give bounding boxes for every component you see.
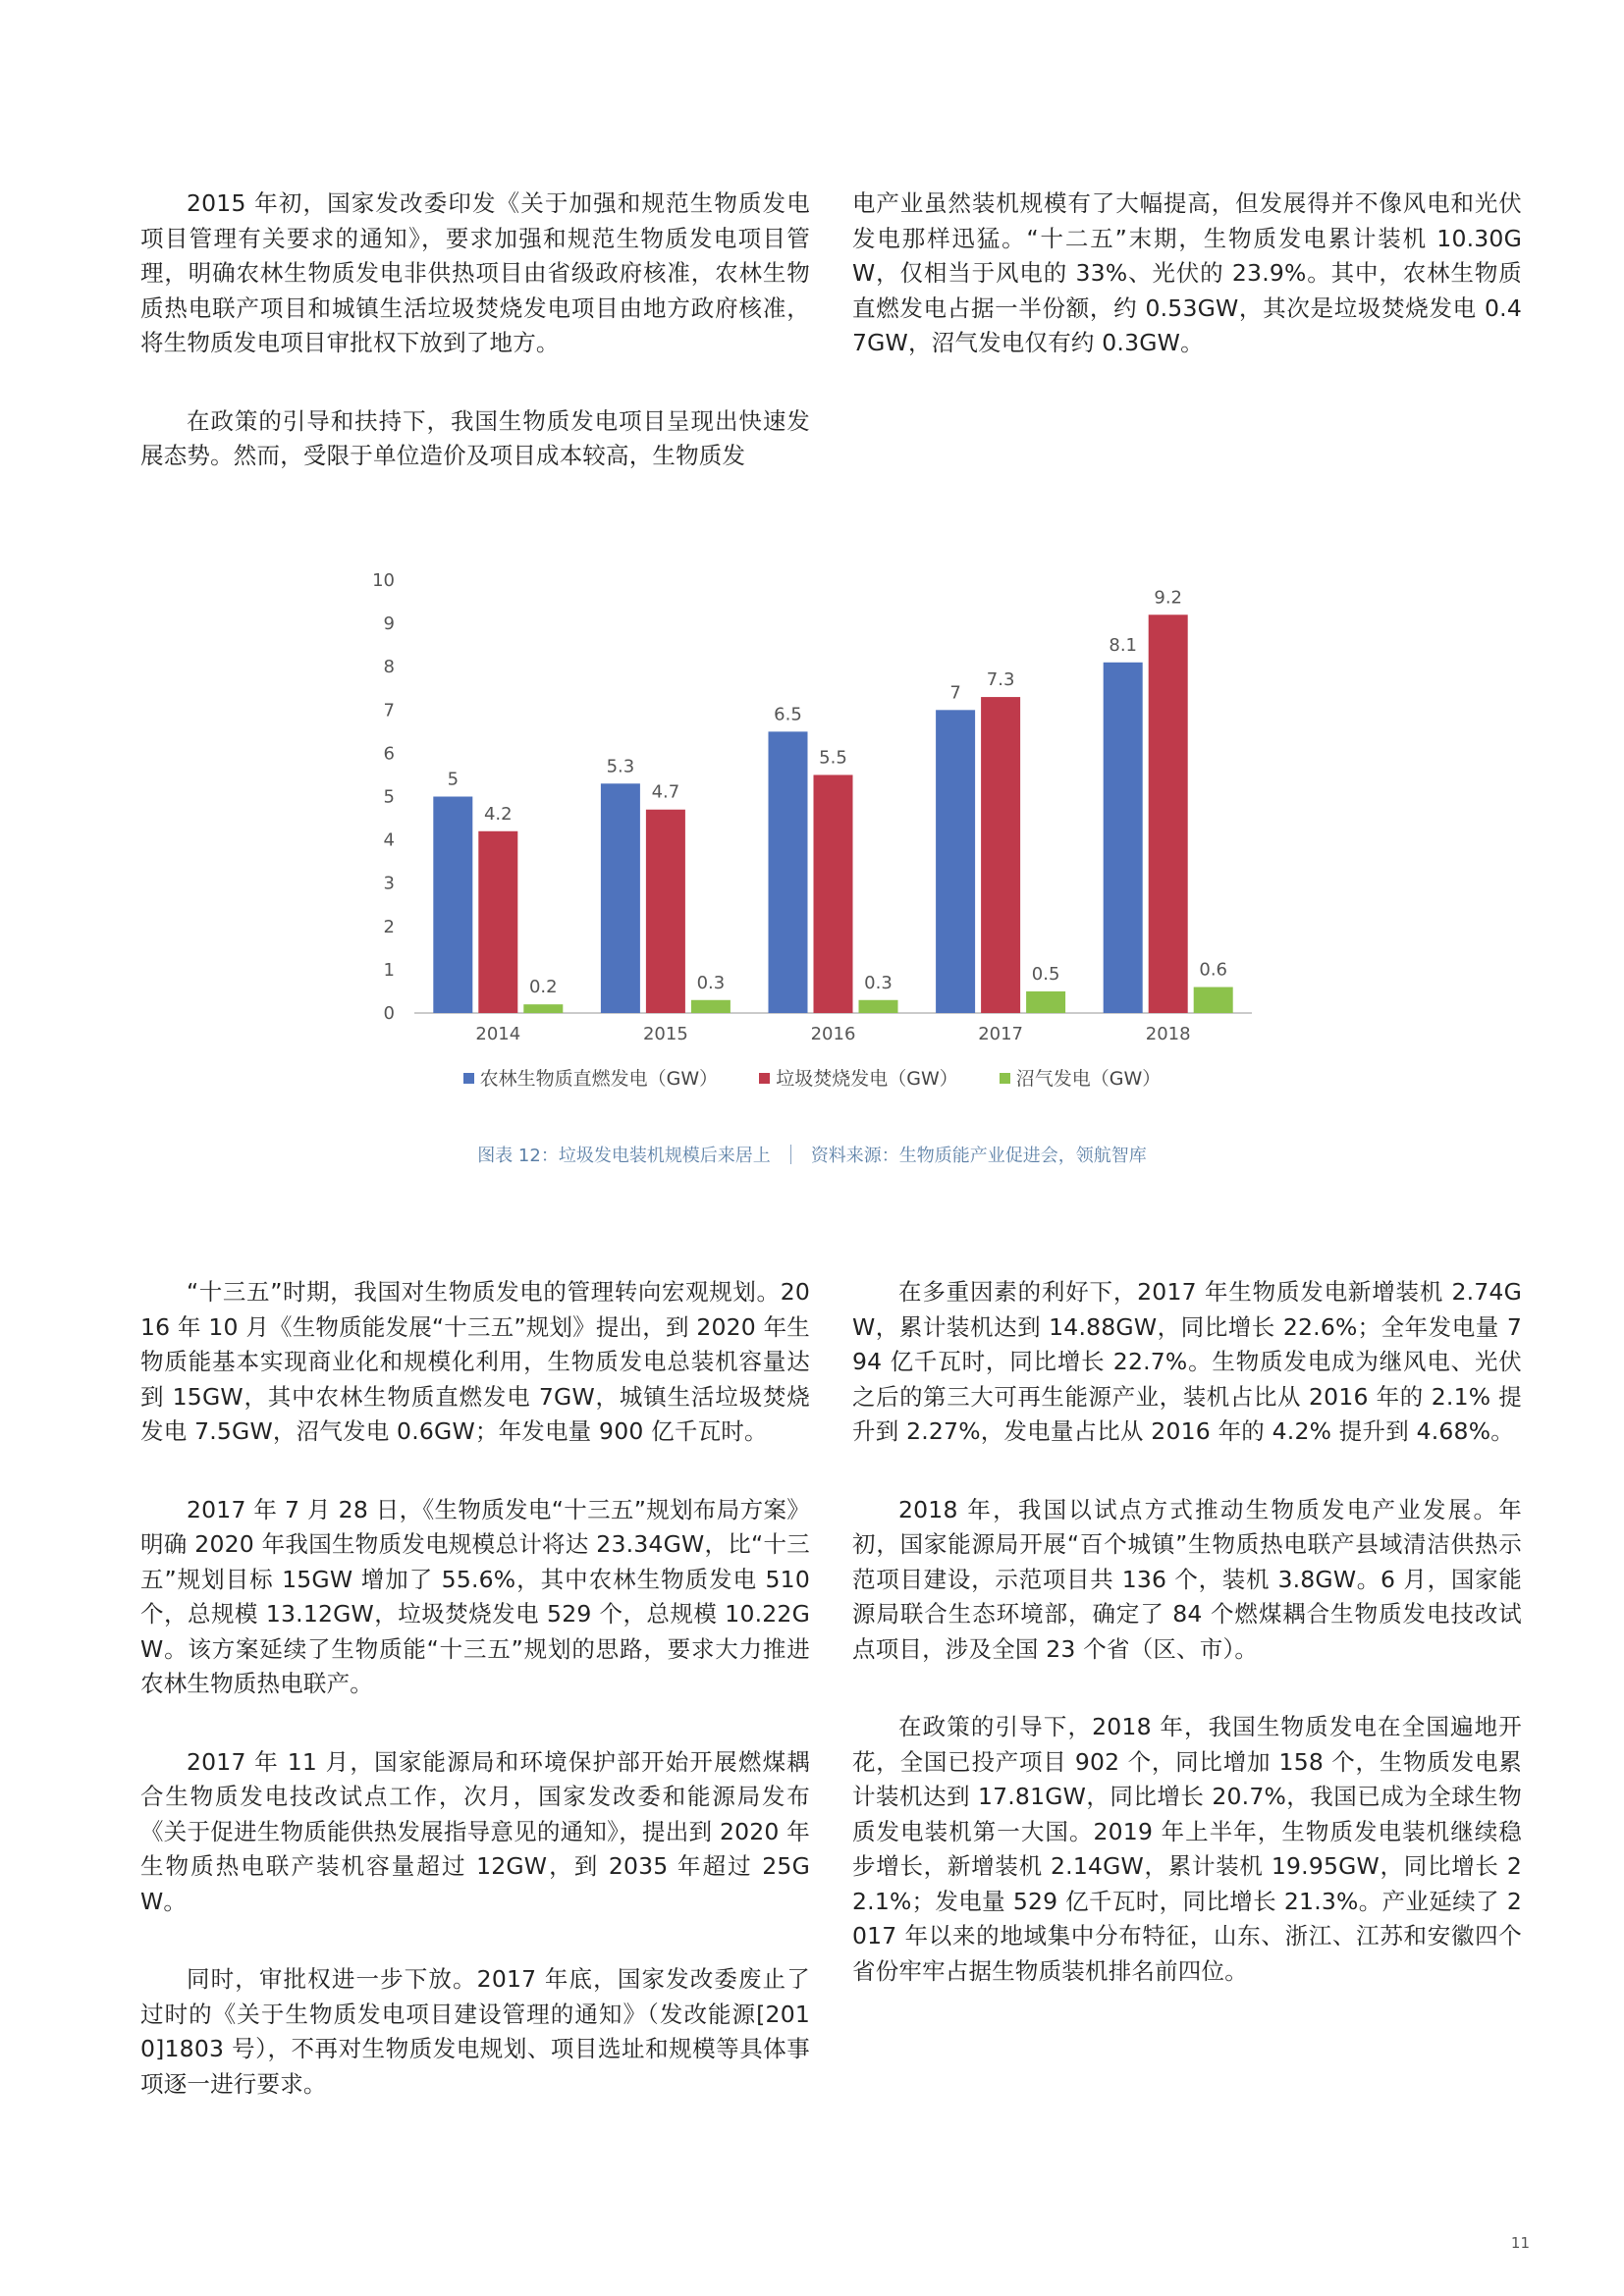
legend-label: 垃圾焚烧发电（GW） bbox=[776, 1068, 958, 1090]
y-tick-label: 2 bbox=[383, 916, 395, 937]
data-label: 6.5 bbox=[774, 704, 802, 725]
bar bbox=[1104, 663, 1143, 1013]
data-label: 0.5 bbox=[1031, 963, 1060, 985]
bar bbox=[691, 1000, 731, 1013]
paragraph: 2017 年 7 月 28 日，《生物质发电“十三五”规划布局方案》明确 2020 年我国生物质发电规模总计将达 23.34GW，比“十三五”规划目标 15GW 增加了 55.6%，其中农林生物质发电 510 个，总规模 13.12GW，垃圾焚烧发电 529 个，总规模 10.22GW。该方案延续了生物质能“十三五”规划的思路，要求大力推进农林生物质热电联产。 bbox=[140, 1495, 810, 1697]
y-tick-label: 9 bbox=[383, 614, 395, 635]
bar bbox=[859, 1000, 898, 1013]
legend-item bbox=[1000, 1064, 1162, 1091]
bar bbox=[936, 710, 975, 1013]
data-label: 4.2 bbox=[483, 803, 513, 825]
figure-title: 图表 12：垃圾发电装机规模后来居上 bbox=[477, 1146, 771, 1166]
top-right-column bbox=[852, 187, 1522, 404]
paragraph: 在政策的引导和扶持下，我国生物质发电项目呈现出快速发展态势。然而，受限于单位造价及项目成本较高，生物质发 bbox=[140, 406, 810, 469]
figure-source: 资料来源：生物质能产业促进会，领航智库 bbox=[810, 1146, 1147, 1166]
data-label: 5 bbox=[447, 769, 460, 790]
bar bbox=[1194, 988, 1233, 1013]
figure-caption bbox=[0, 1142, 1624, 1167]
paragraph: 在多重因素的利好下，2017 年生物质发电新增装机 2.74GW，累计装机达到 14.88GW，同比增长 22.6%；全年发电量 794 亿千瓦时，同比增长 22.7%。生物质发电成为继风电、光伏之后的第三大可再生能源产业，装机占比从 2016 年的 2.1% 提升到 2.27%，发电量占比从 2016 年的 4.2% 提升到 4.68%。 bbox=[852, 1278, 1522, 1445]
data-label: 4.7 bbox=[651, 781, 680, 803]
data-label: 0.6 bbox=[1199, 959, 1228, 981]
caption-divider bbox=[790, 1145, 791, 1164]
data-label: 0.2 bbox=[528, 977, 558, 998]
y-tick-label: 10 bbox=[372, 570, 395, 591]
legend-item bbox=[463, 1064, 719, 1091]
y-tick-label: 3 bbox=[383, 873, 395, 894]
chart-svg bbox=[363, 550, 1267, 1041]
data-label: 7.3 bbox=[986, 669, 1015, 691]
data-label: 0.3 bbox=[864, 972, 893, 993]
paragraph: 同时，审批权进一步下放。2017 年底，国家发改委废止了过时的《关于生物质发电项目建设管理的通知》（发改能源[2010]1803 号），不再对生物质发电规划、项目选址和规模等具体事项逐一进行要求。 bbox=[140, 1965, 810, 2098]
bar bbox=[814, 774, 853, 1013]
paragraph: 2015 年初，国家发改委印发《关于加强和规范生物质发电项目管理有关要求的通知》，要求加强和规范生物质发电项目管理，明确农林生物质发电非供热项目由省级政府核准，农林生物质热电联产项目和城镇生活垃圾焚烧发电项目由地方政府核准，将生物质发电项目审批权下放到了地方。 bbox=[140, 189, 810, 356]
x-tick-label: 2016 bbox=[810, 1024, 856, 1041]
data-label: 7 bbox=[949, 682, 961, 704]
top-left-column bbox=[140, 187, 810, 517]
chart-legend bbox=[0, 1064, 1624, 1091]
y-tick-label: 6 bbox=[383, 743, 395, 765]
legend-label: 沼气发电（GW） bbox=[1015, 1068, 1162, 1090]
legend-item bbox=[759, 1064, 958, 1091]
bar bbox=[981, 697, 1020, 1013]
bar bbox=[433, 797, 472, 1014]
x-tick-label: 2017 bbox=[978, 1024, 1024, 1041]
bottom-right-column bbox=[852, 1275, 1522, 2032]
bar bbox=[478, 831, 517, 1013]
data-label: 8.1 bbox=[1109, 634, 1138, 656]
y-tick-label: 0 bbox=[383, 1003, 395, 1024]
paragraph: 在政策的引导下，2018 年，我国生物质发电在全国遍地开花，全国已投产项目 902 个，同比增加 158 个，生物质发电累计装机达到 17.81GW，同比增长 20.7%，我国已成为全球生物质发电装机第一大国。2019 年上半年，生物质发电装机继续稳步增长，新增装机 2.14GW，累计装机 19.95GW，同比增长 22.1%；发电量 529 亿千瓦时，同比增长 21.3%。产业延续了 2017 年以来的地域集中分布特征，山东、浙江、江苏和安徽四个省份牢牢占据生物质装机排名前四位。 bbox=[852, 1713, 1522, 1985]
legend-swatch bbox=[759, 1073, 770, 1084]
legend-swatch bbox=[463, 1073, 474, 1084]
y-tick-label: 5 bbox=[383, 786, 395, 808]
data-label: 9.2 bbox=[1154, 587, 1183, 609]
y-tick-label: 1 bbox=[383, 959, 395, 981]
paragraph: 2018 年，我国以试点方式推动生物质发电产业发展。年初，国家能源局开展“百个城镇”生物质热电联产县域清洁供热示范项目建设，示范项目共 136 个，装机 3.8GW。6 月，国家能源局联合生态环境部，确定了 84 个燃煤耦合生物质发电技改试点项目，涉及全国 23 个省（区、市）。 bbox=[852, 1495, 1522, 1663]
data-label: 5.5 bbox=[819, 747, 847, 769]
bar bbox=[523, 1004, 563, 1013]
y-tick-label: 4 bbox=[383, 829, 395, 851]
data-label: 0.3 bbox=[696, 972, 726, 993]
x-tick-label: 2018 bbox=[1145, 1024, 1191, 1041]
bar bbox=[601, 783, 640, 1013]
x-tick-label: 2015 bbox=[642, 1024, 688, 1041]
data-label: 5.3 bbox=[606, 756, 635, 777]
bar bbox=[646, 810, 685, 1013]
bottom-left-column bbox=[140, 1275, 810, 2145]
bar bbox=[769, 731, 808, 1013]
bar bbox=[1026, 991, 1065, 1013]
paragraph: 2017 年 11 月，国家能源局和环境保护部开始开展燃煤耦合生物质发电技改试点工作，次月，国家发改委和能源局发布《关于促进生物质能供热发展指导意见的通知》，提出到 2020 年生物质热电联产装机容量超过 12GW，到 2035 年超过 25GW。 bbox=[140, 1747, 810, 1915]
bar-chart bbox=[363, 550, 1267, 1119]
page-number: 11 bbox=[1510, 2234, 1530, 2252]
legend-swatch bbox=[1000, 1073, 1010, 1084]
y-tick-label: 8 bbox=[383, 657, 395, 678]
bar bbox=[1149, 614, 1188, 1013]
paragraph: “十三五”时期，我国对生物质发电的管理转向宏观规划。2016 年 10 月《生物质能发展“十三五”规划》提出，到 2020 年生物质能基本实现商业化和规模化利用，生物质发电总装机容量达到 15GW，其中农林生物质直燃发电 7GW，城镇生活垃圾焚烧发电 7.5GW，沼气发电 0.6GW；年发电量 900 亿千瓦时。 bbox=[140, 1278, 811, 1445]
y-tick-label: 7 bbox=[383, 700, 395, 721]
x-tick-label: 2014 bbox=[475, 1024, 521, 1041]
legend-label: 农林生物质直燃发电（GW） bbox=[479, 1068, 719, 1090]
paragraph: 电产业虽然装机规模有了大幅提高，但发展得并不像风电和光伏发电那样迅猛。“十二五”末期，生物质发电累计装机 10.30GW，仅相当于风电的 33%、光伏的 23.9%。其中，农林生物质直燃发电占据一半份额，约 0.53GW，其次是垃圾焚烧发电 0.47GW，沼气发电仅有约 0.3GW。 bbox=[852, 189, 1522, 356]
